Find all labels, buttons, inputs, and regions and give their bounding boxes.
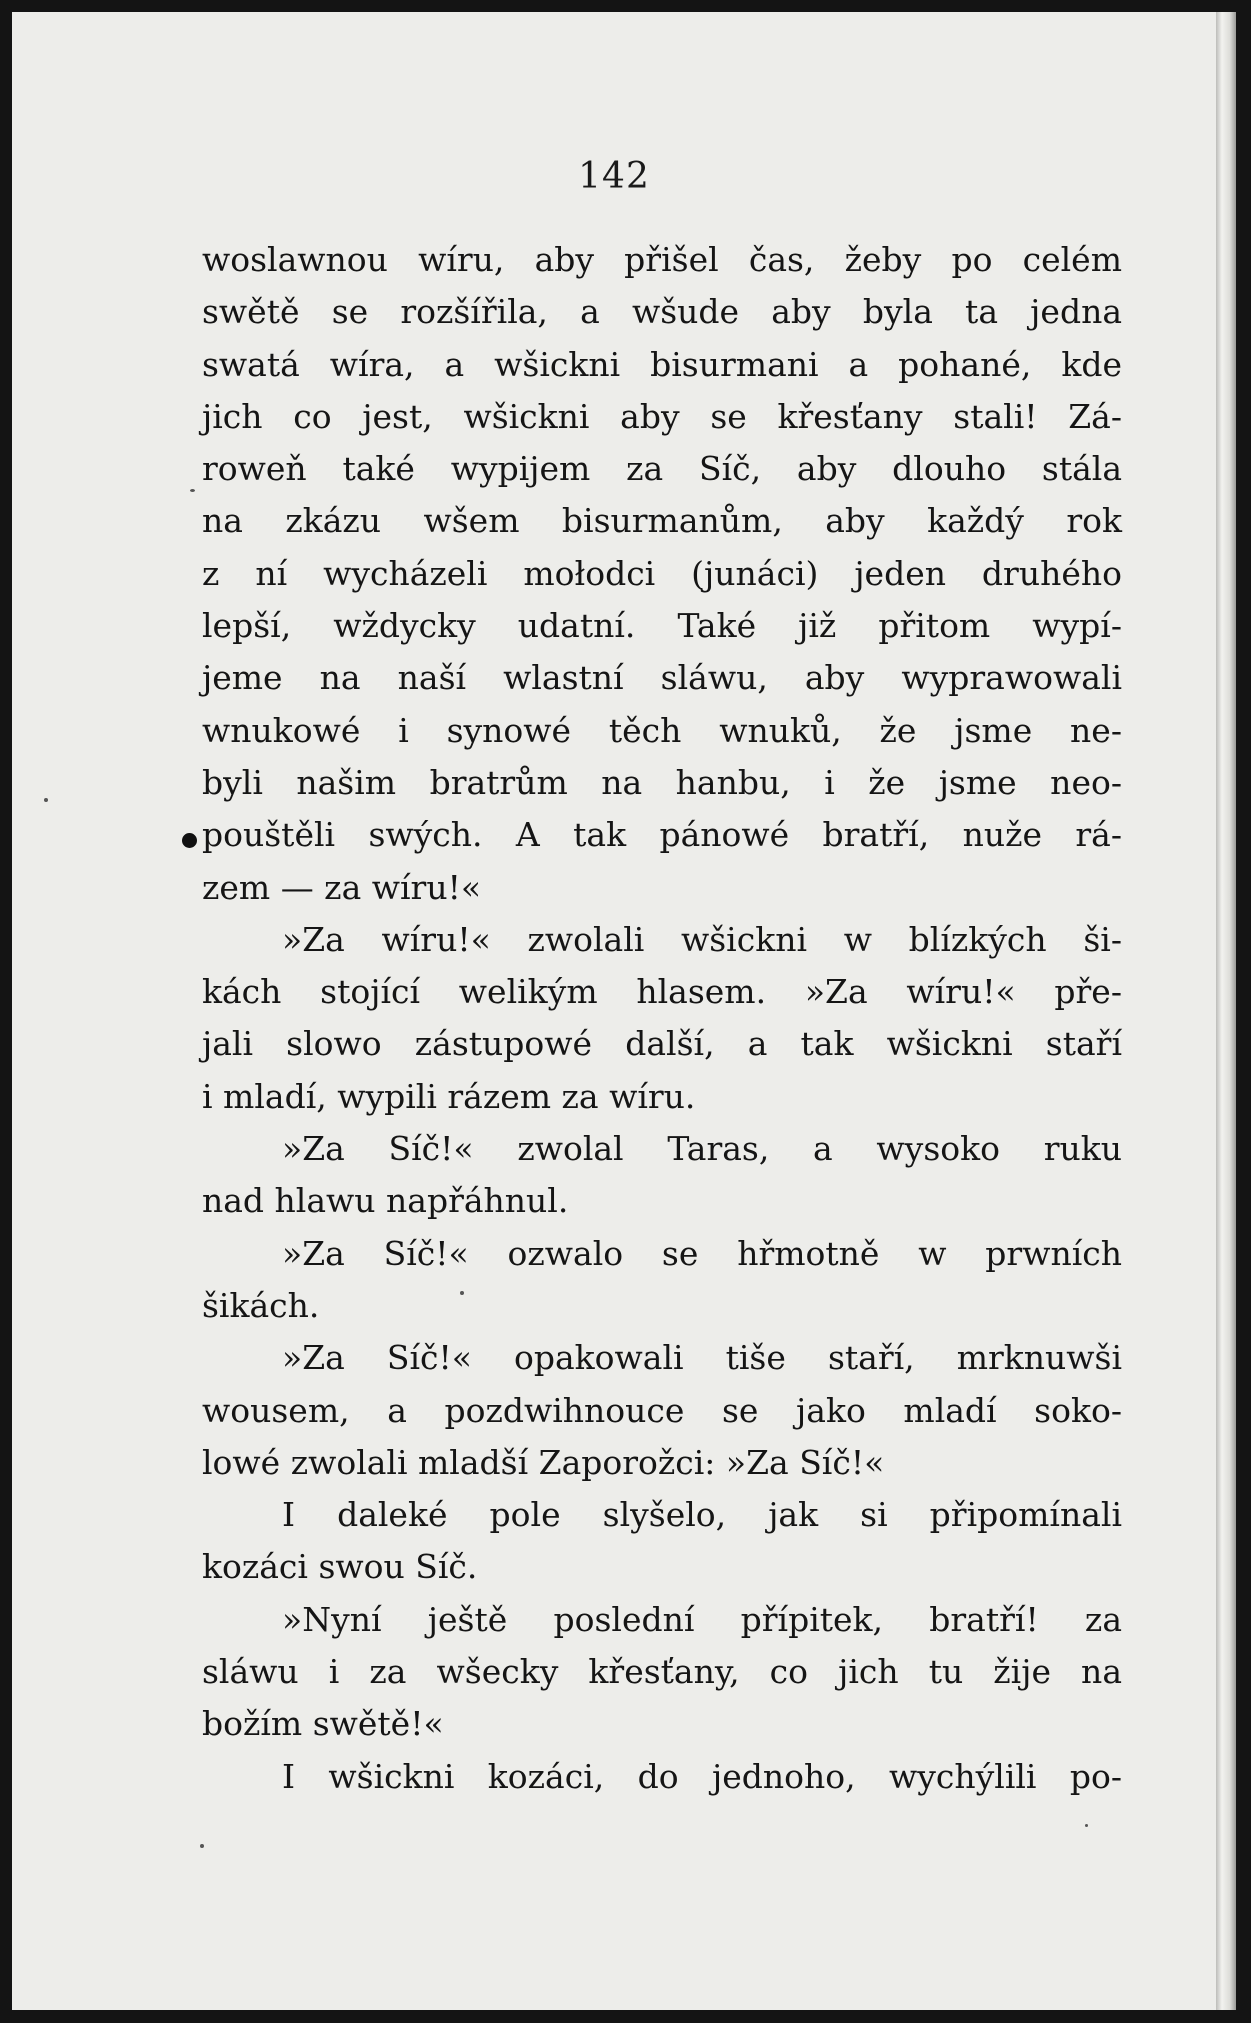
- text-line: »Za Síč!« opakowali tiše staří, mrknuwši: [282, 1338, 1122, 1378]
- text-line: I daleké pole slyšelo, jak si připomínali: [282, 1495, 1122, 1535]
- text-line: jeme na naší wlastní sláwu, aby wyprawowali: [202, 658, 1122, 698]
- book-page: [12, 12, 1216, 2010]
- text-line: roweň také wypijem za Síč, aby dlouho stála: [202, 449, 1122, 489]
- text-line: kozáci swou Síč.: [202, 1547, 478, 1587]
- text-line: »Nyní ještě poslední přípitek, bratří! za: [282, 1599, 1122, 1639]
- margin-speck: [200, 1844, 204, 1848]
- text-line: pouštěli swých. A tak pánowé bratří, nuže rá-: [202, 815, 1122, 855]
- text-line: sláwu i za wšecky křesťany, co jich tu žije na: [202, 1652, 1122, 1692]
- text-line: swětě se rozšířila, a wšude aby byla ta jedna: [202, 292, 1122, 332]
- text-line: na zkázu wšem bisurmanům, aby každý rok: [202, 501, 1122, 541]
- text-line: zem — za wíru!«: [202, 867, 482, 907]
- margin-speck: [460, 1291, 464, 1295]
- margin-speck: [44, 798, 48, 802]
- text-line: z ní wycházeli mołodci (junáci) jeden druhého: [202, 553, 1122, 593]
- text-line: wnukowé i synowé těch wnuků, že jsme ne-: [202, 710, 1122, 750]
- text-line: i mladí, wypili rázem za wíru.: [202, 1076, 696, 1116]
- text-line: jali slowo zástupowé další, a tak wšickni staří: [202, 1024, 1122, 1064]
- text-line: I wšickni kozáci, do jednoho, wychýlili po-: [282, 1756, 1122, 1796]
- text-line: lowé zwolali mladší Zaporožci: »Za Síč!«: [202, 1442, 885, 1482]
- text-line: »Za Síč!« ozwalo se hřmotně w prwních: [282, 1233, 1122, 1273]
- text-line: šikách.: [202, 1285, 320, 1325]
- body-text: [202, 234, 1122, 1803]
- text-line: wousem, a pozdwihnouce se jako mladí soko-: [202, 1390, 1122, 1430]
- text-line: swatá wíra, a wšickni bisurmani a pohané, kde: [202, 344, 1122, 384]
- text-line: woslawnou wíru, aby přišel čas, žeby po celém: [202, 240, 1122, 279]
- text-line: jich co jest, wšickni aby se křesťany stali! Zá-: [202, 396, 1122, 436]
- text-line: »Za Síč!« zwolal Taras, a wysoko ruku: [282, 1129, 1122, 1169]
- text-line: nad hlawu napřáhnul.: [202, 1181, 569, 1221]
- text-line: byli našim bratrům na hanbu, i že jsme neo-: [202, 762, 1122, 802]
- text-line: lepší, wždycky udatní. Také již přitom wypí-: [202, 606, 1122, 646]
- margin-ink-dot: [182, 833, 197, 848]
- margin-speck: [1085, 1824, 1088, 1827]
- text-line: kách stojící welikým hlasem. »Za wíru!« pře-: [202, 972, 1122, 1012]
- text-line: »Za wíru!« zwolali wšickni w blízkých ši-: [282, 919, 1122, 959]
- text-line: božím swětě!«: [202, 1704, 444, 1744]
- page-edge: [1216, 12, 1236, 2010]
- margin-speck: [190, 489, 195, 492]
- page-number: 142: [578, 156, 650, 197]
